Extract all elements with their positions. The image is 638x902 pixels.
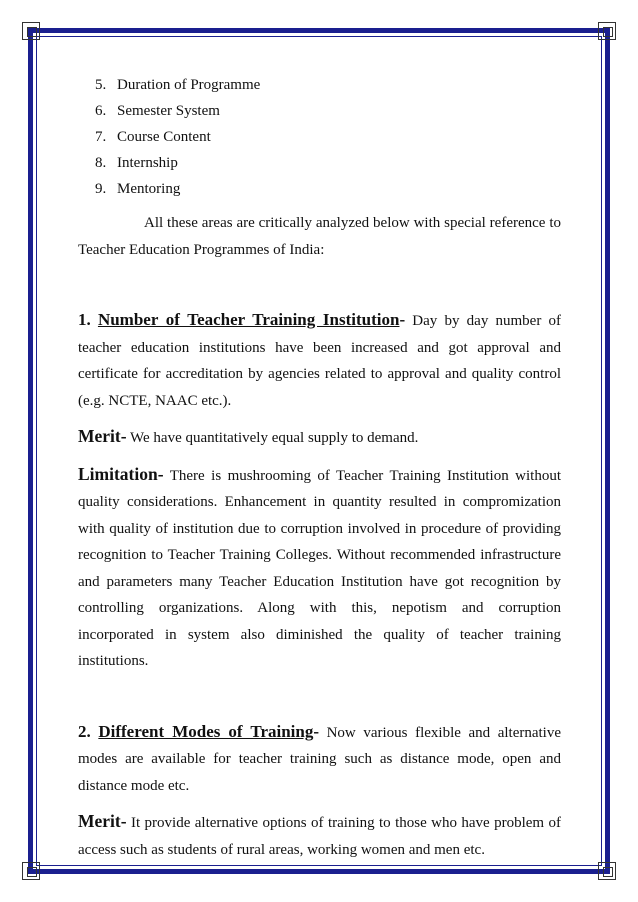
document-body	[78, 72, 561, 863]
section-1-title: Number of Teacher Training Institution	[97, 310, 400, 329]
section-2-merit: Merit- It provide alternative options of training to those who have problem of access such as students of rural areas, working women and men etc.	[78, 811, 561, 858]
merit-label: Merit-	[78, 426, 127, 446]
border-corner-top-left	[22, 22, 40, 40]
section-1-number: 1.	[78, 310, 91, 329]
list-item: 7. Course Content	[95, 129, 211, 145]
section-2-number: 2.	[78, 721, 91, 741]
list-item: 6. Semester System	[95, 103, 220, 119]
section-1-merit: Merit- We have quantitatively equal supply to demand.	[78, 426, 419, 446]
section-1-body: Day by day number of teacher education institutions have been increased and got approval and certificate for accreditation by agencies related to approval and quality control (e.g. NCTE, NAAC etc.).	[78, 313, 561, 409]
list-item: 8. Internship	[95, 155, 178, 171]
section-1: 1. Number of Teacher Training Institution- Day by day number of teacher education institutions have been increased and got approval and certificate for accreditation by agencies related to approval and quality control (e.g. NCTE, NAAC etc.).	[78, 310, 561, 409]
list-item: 5. Duration of Programme	[95, 77, 261, 93]
intro-paragraph: All these areas are critically analyzed below with special reference to Teacher Education Programmes of India:	[78, 215, 561, 258]
section-1-limitation: Limitation- There is mushrooming of Teacher Training Institution without quality considerations. Enhancement in quantity resulted in compromization with quality of institution due to corruption involved in procedure of providing recognition to Teacher Training Colleges. Without recommended infrastructure and parameters many Teacher Education Institution have got recognition by controlling organizations. Along with this, nepotism and corruption incorporated in system also diminished the quality of teacher training institutions.	[78, 463, 561, 669]
section-2-title: Different Modes of Training	[98, 721, 314, 741]
section-2-body: Now various flexible and alternative modes are available for teacher training such as distance mode, open and distance mode etc.	[78, 724, 562, 794]
merit-label: Merit-	[78, 811, 127, 831]
list-item: 9. Mentoring	[95, 181, 181, 197]
section-2: 2. Different Modes of Training- Now various flexible and alternative modes are available for teacher training such as distance mode, open and distance mode etc.	[78, 721, 562, 794]
border-corner-bottom-left	[22, 862, 40, 880]
limitation-label: Limitation-	[78, 463, 164, 484]
border-corner-bottom-right	[598, 862, 616, 880]
border-corner-top-right	[598, 22, 616, 40]
numbered-list	[78, 72, 561, 202]
